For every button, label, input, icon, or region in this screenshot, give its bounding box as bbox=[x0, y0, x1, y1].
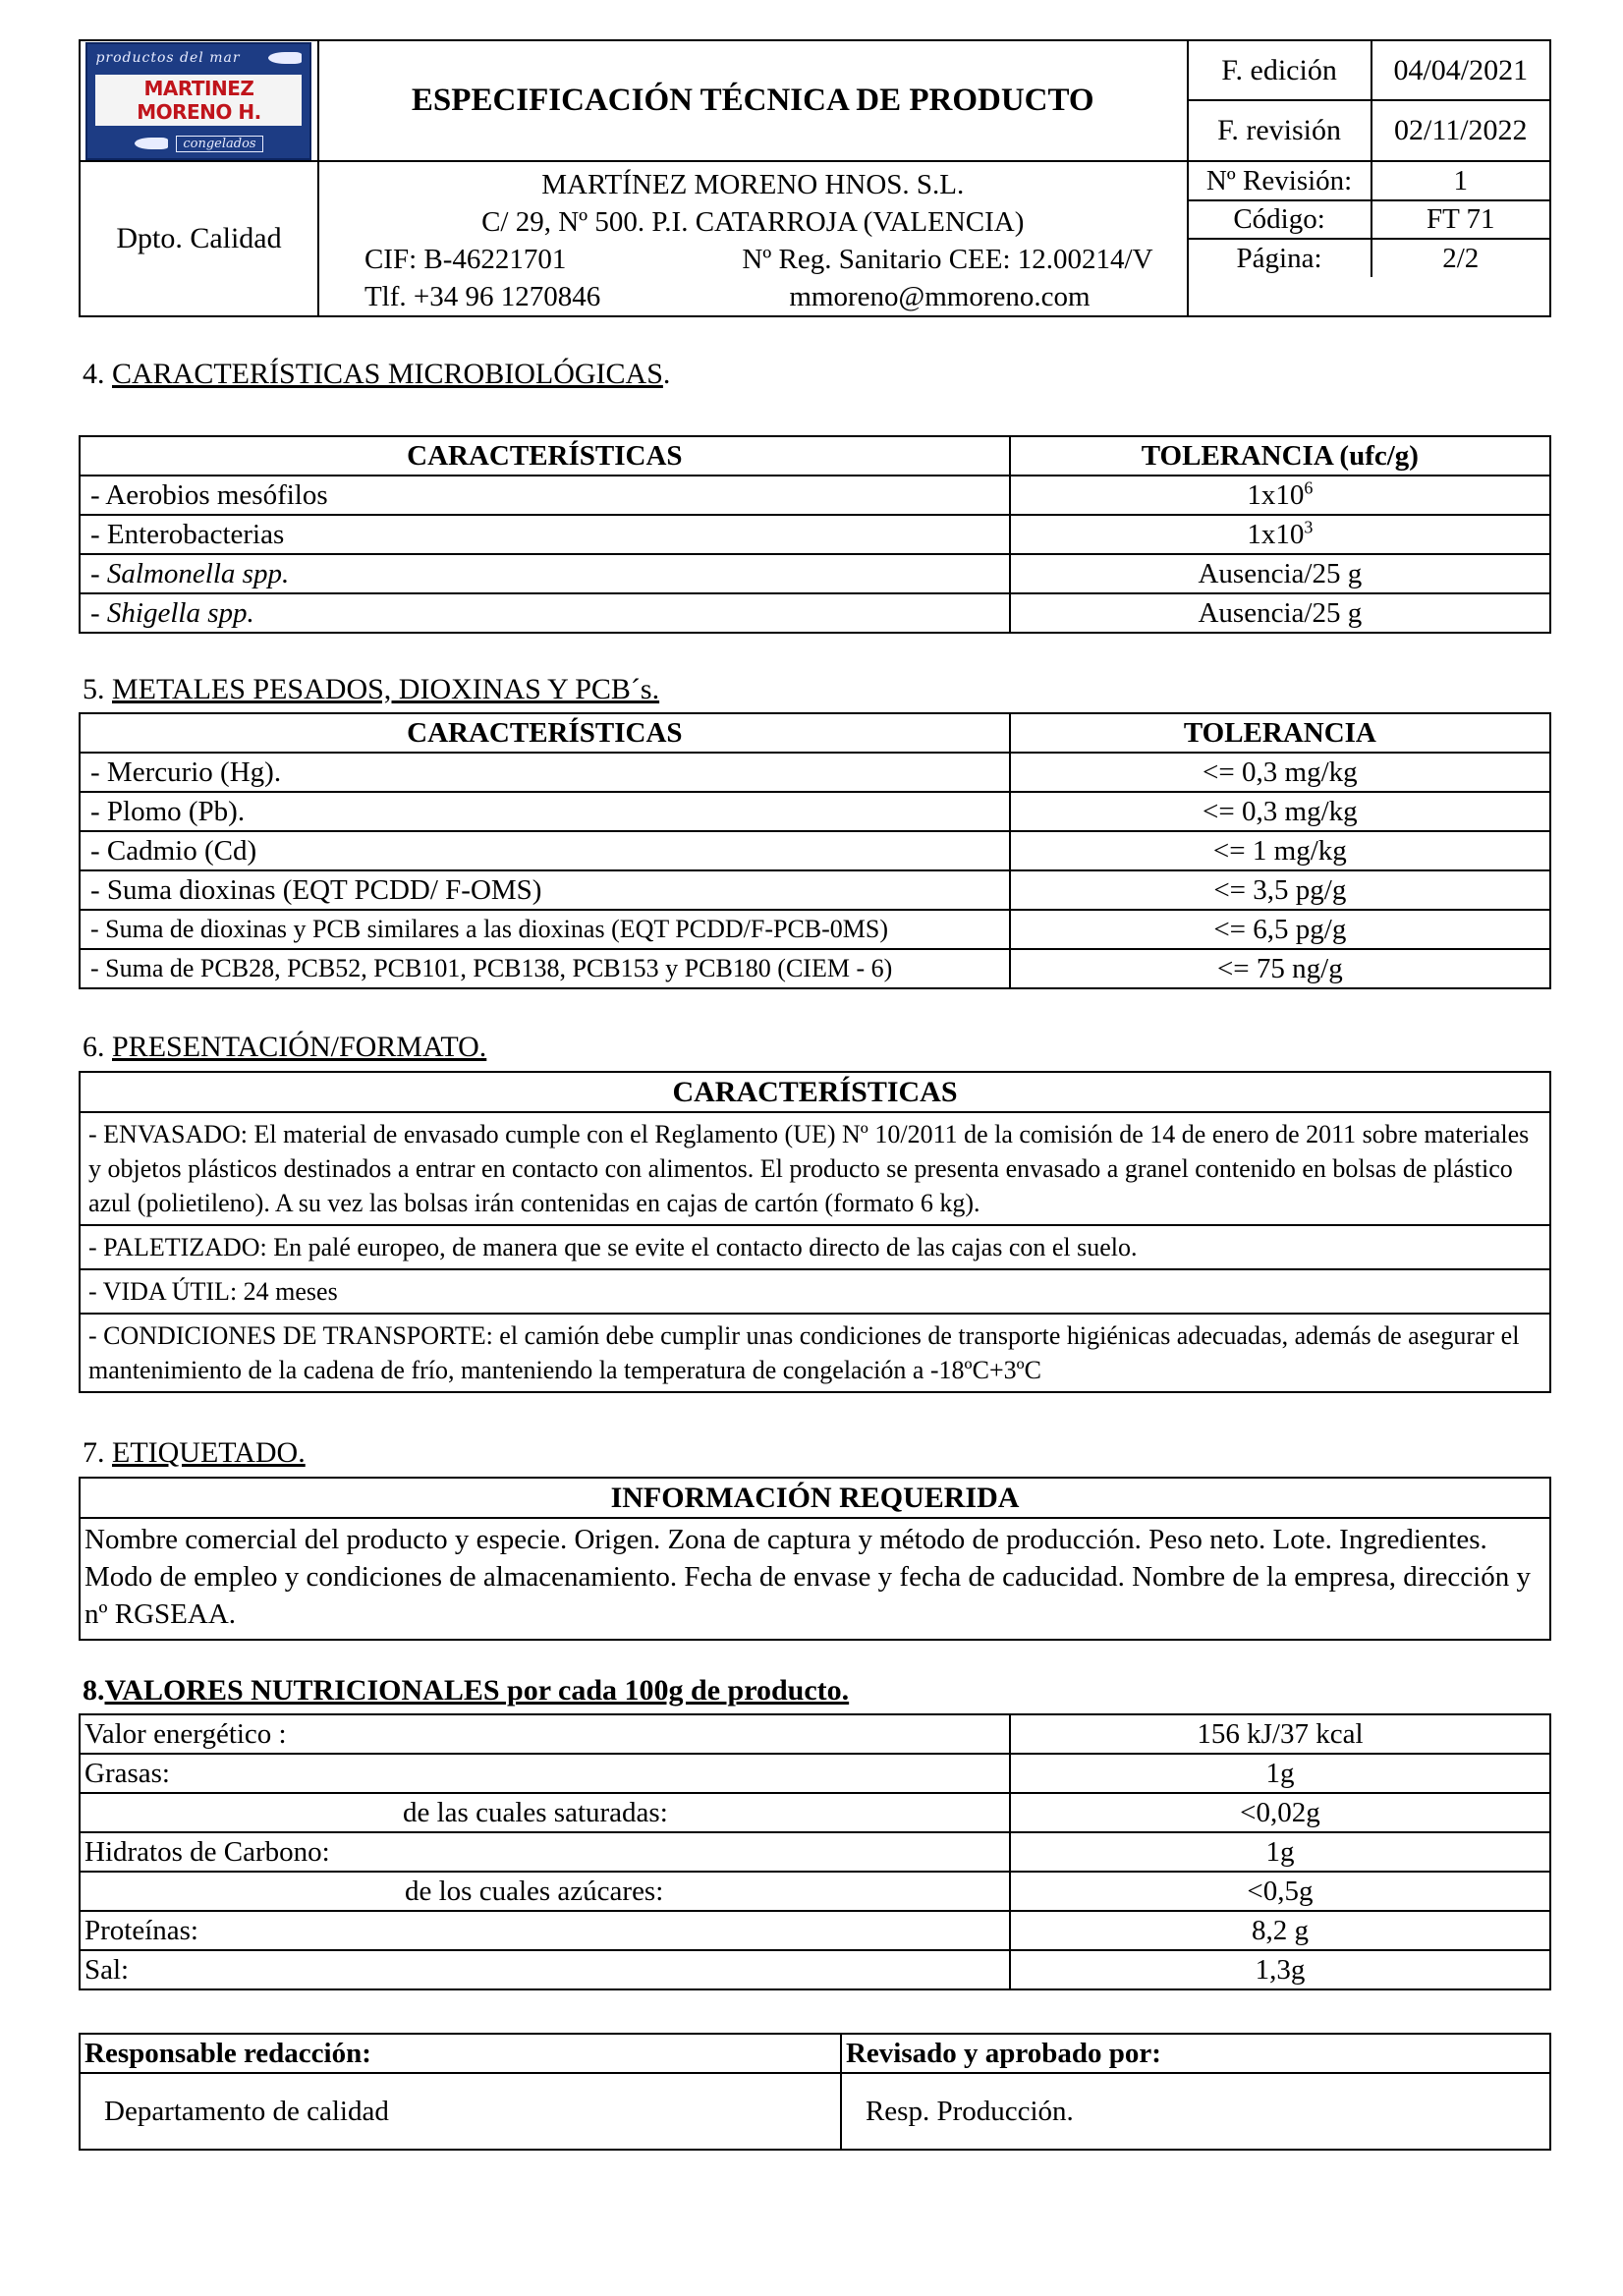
table-row: - Aerobios mesófilos $1x10^6$ bbox=[80, 476, 1550, 515]
table-row: - CONDICIONES DE TRANSPORTE: el camión debe cumplir unas condiciones de transporte higiénicas adecuadas, además de asegurar el mantenimiento de la cadena de frío, manteniendo la temperatura de congelación a -18ºC+3ºC bbox=[80, 1314, 1550, 1392]
code-label: Código: bbox=[1189, 200, 1371, 239]
micro-col-characteristics: CARACTERÍSTICAS bbox=[80, 436, 1010, 476]
revision-date: 02/11/2022 bbox=[1393, 114, 1528, 146]
table-row: - VIDA ÚTIL: 24 meses bbox=[80, 1269, 1550, 1314]
approval-table bbox=[79, 2033, 1551, 2151]
approved-by-label: Revisado y aprobado por: bbox=[841, 2034, 1550, 2073]
table-row: de los cuales azúcares: <0,5g bbox=[80, 1872, 1550, 1911]
section-5-number: 5. bbox=[83, 673, 105, 705]
section-5-title bbox=[83, 673, 659, 706]
document-header bbox=[79, 39, 1551, 317]
meta-cell bbox=[1188, 161, 1550, 316]
company-logo bbox=[85, 42, 311, 160]
logo-brand: MARTINEZ MORENO H. bbox=[95, 75, 302, 126]
logo-bottom-text: congelados bbox=[176, 136, 262, 152]
page-value: 2/2 bbox=[1442, 242, 1480, 274]
table-row: - Enterobacterias $1x10^3$ bbox=[80, 515, 1550, 554]
company-cif: CIF: B-46221701 bbox=[364, 244, 567, 275]
section-7-title bbox=[83, 1436, 306, 1470]
section-8-title bbox=[83, 1674, 849, 1708]
table-row: - Suma dioxinas (EQT PCDD/ F-OMS) <= 3,5 pg/g bbox=[80, 870, 1550, 910]
dates-cell bbox=[1188, 40, 1550, 161]
revision-number: 1 bbox=[1371, 162, 1549, 200]
drafted-by-value: Departamento de calidad bbox=[80, 2073, 841, 2150]
section-6-title bbox=[83, 1031, 486, 1064]
section-7-heading: ETIQUETADO. bbox=[112, 1436, 306, 1469]
company-info bbox=[318, 161, 1188, 316]
approved-by-value: Resp. Producción. bbox=[841, 2073, 1550, 2150]
table-row: - Suma de dioxinas y PCB similares a las dioxinas (EQT PCDD/F-PCB-0MS) <= 6,5 pg/g bbox=[80, 910, 1550, 949]
edition-date: 04/04/2021 bbox=[1371, 41, 1549, 100]
metals-table bbox=[79, 712, 1551, 989]
section-4-title bbox=[83, 358, 670, 391]
company-email: mmoreno@mmoreno.com bbox=[789, 281, 1091, 312]
section-8-heading: VALORES NUTRICIONALES por cada 100g de producto. bbox=[104, 1674, 850, 1707]
micro-col-tolerance: TOLERANCIA (ufc/g) bbox=[1010, 436, 1550, 476]
table-row: - Suma de PCB28, PCB52, PCB101, PCB138, PCB153 y PCB180 (CIEM - 6) <= 75 ng/g bbox=[80, 949, 1550, 988]
table-row: - PALETIZADO: En palé europeo, de manera que se evite el contacto directo de las cajas con el suelo. bbox=[80, 1225, 1550, 1269]
section-6-heading: PRESENTACIÓN/FORMATO. bbox=[112, 1031, 487, 1063]
table-row: - Cadmio (Cd) <= 1 mg/kg bbox=[80, 831, 1550, 870]
section-4-number: 4. bbox=[83, 358, 105, 390]
table-row: Sal: 1,3g bbox=[80, 1950, 1550, 1989]
labeling-table bbox=[79, 1477, 1551, 1641]
edition-label: F. edición bbox=[1189, 41, 1371, 100]
presentation-table bbox=[79, 1071, 1551, 1393]
page-label: Página: bbox=[1189, 239, 1371, 277]
presentation-col-characteristics: CARACTERÍSTICAS bbox=[80, 1072, 1550, 1112]
table-row: - Mercurio (Hg). <= 0,3 mg/kg bbox=[80, 753, 1550, 792]
table-row: Proteínas: 8,2 g bbox=[80, 1911, 1550, 1950]
fish-icon bbox=[268, 52, 302, 64]
document-title: ESPECIFICACIÓN TÉCNICA DE PRODUCTO bbox=[318, 40, 1188, 161]
revision-number-label: Nº Revisión: bbox=[1189, 162, 1371, 200]
revision-date-label: F. revisión bbox=[1189, 100, 1371, 160]
labeling-col-info: INFORMACIÓN REQUERIDA bbox=[80, 1478, 1550, 1518]
section-6-number: 6. bbox=[83, 1031, 105, 1063]
code-value: FT 71 bbox=[1371, 200, 1549, 239]
table-row: Valor energético : 156 kJ/37 kcal bbox=[80, 1714, 1550, 1754]
fish-icon bbox=[135, 138, 168, 149]
logo-cell bbox=[80, 40, 318, 161]
table-row: Hidratos de Carbono: 1g bbox=[80, 1832, 1550, 1872]
section-7-number: 7. bbox=[83, 1436, 105, 1469]
table-row: - Salmonella spp. Ausencia/25 g bbox=[80, 554, 1550, 593]
metals-col-characteristics: CARACTERÍSTICAS bbox=[80, 713, 1010, 753]
drafted-by-label: Responsable redacción: bbox=[80, 2034, 841, 2073]
company-address: C/ 29, Nº 500. P.I. CATARROJA (VALENCIA) bbox=[481, 206, 1025, 238]
table-row: - Shigella spp. Ausencia/25 g bbox=[80, 593, 1550, 633]
section-5-heading: METALES PESADOS, DIOXINAS Y PCB´s. bbox=[112, 673, 660, 705]
nutrition-table bbox=[79, 1713, 1551, 1990]
sanitary-registration: Nº Reg. Sanitario CEE: 12.00214/V bbox=[742, 244, 1153, 275]
company-phone: Tlf. +34 96 1270846 bbox=[364, 281, 601, 312]
table-row: - ENVASADO: El material de envasado cumple con el Reglamento (UE) Nº 10/2011 de la comisión de 14 de enero de 2011 sobre materiales y objetos plásticos destinados a entrar en contacto con alimentos. El producto se presenta envasado a granel contenido en bolsas de plástico azul (polietileno). A su vez las bolsas irán contenidas en cajas de cartón (formato 6 kg). bbox=[80, 1112, 1550, 1225]
section-4-heading: CARACTERÍSTICAS MICROBIOLÓGICAS bbox=[112, 358, 663, 390]
logo-top-text: productos del mar bbox=[95, 49, 241, 66]
section-8-number: 8. bbox=[83, 1674, 105, 1707]
department: Dpto. Calidad bbox=[80, 161, 318, 316]
table-row: Nombre comercial del producto y especie. Origen. Zona de captura y método de producción. Peso neto. Lote. Ingredientes. Modo de empleo y condiciones de almacenamiento. Fecha de envase y fecha de caducidad. Nombre de la empresa, dirección y nº RGSEAA. bbox=[80, 1518, 1550, 1640]
company-name: MARTÍNEZ MORENO HNOS. S.L. bbox=[541, 169, 965, 200]
table-row: - Plomo (Pb). <= 0,3 mg/kg bbox=[80, 792, 1550, 831]
section-4-dot: . bbox=[662, 358, 671, 390]
table-row: Grasas: 1g bbox=[80, 1754, 1550, 1793]
table-row: de las cuales saturadas: <0,02g bbox=[80, 1793, 1550, 1832]
metals-col-tolerance: TOLERANCIA bbox=[1010, 713, 1550, 753]
micro-table bbox=[79, 435, 1551, 634]
